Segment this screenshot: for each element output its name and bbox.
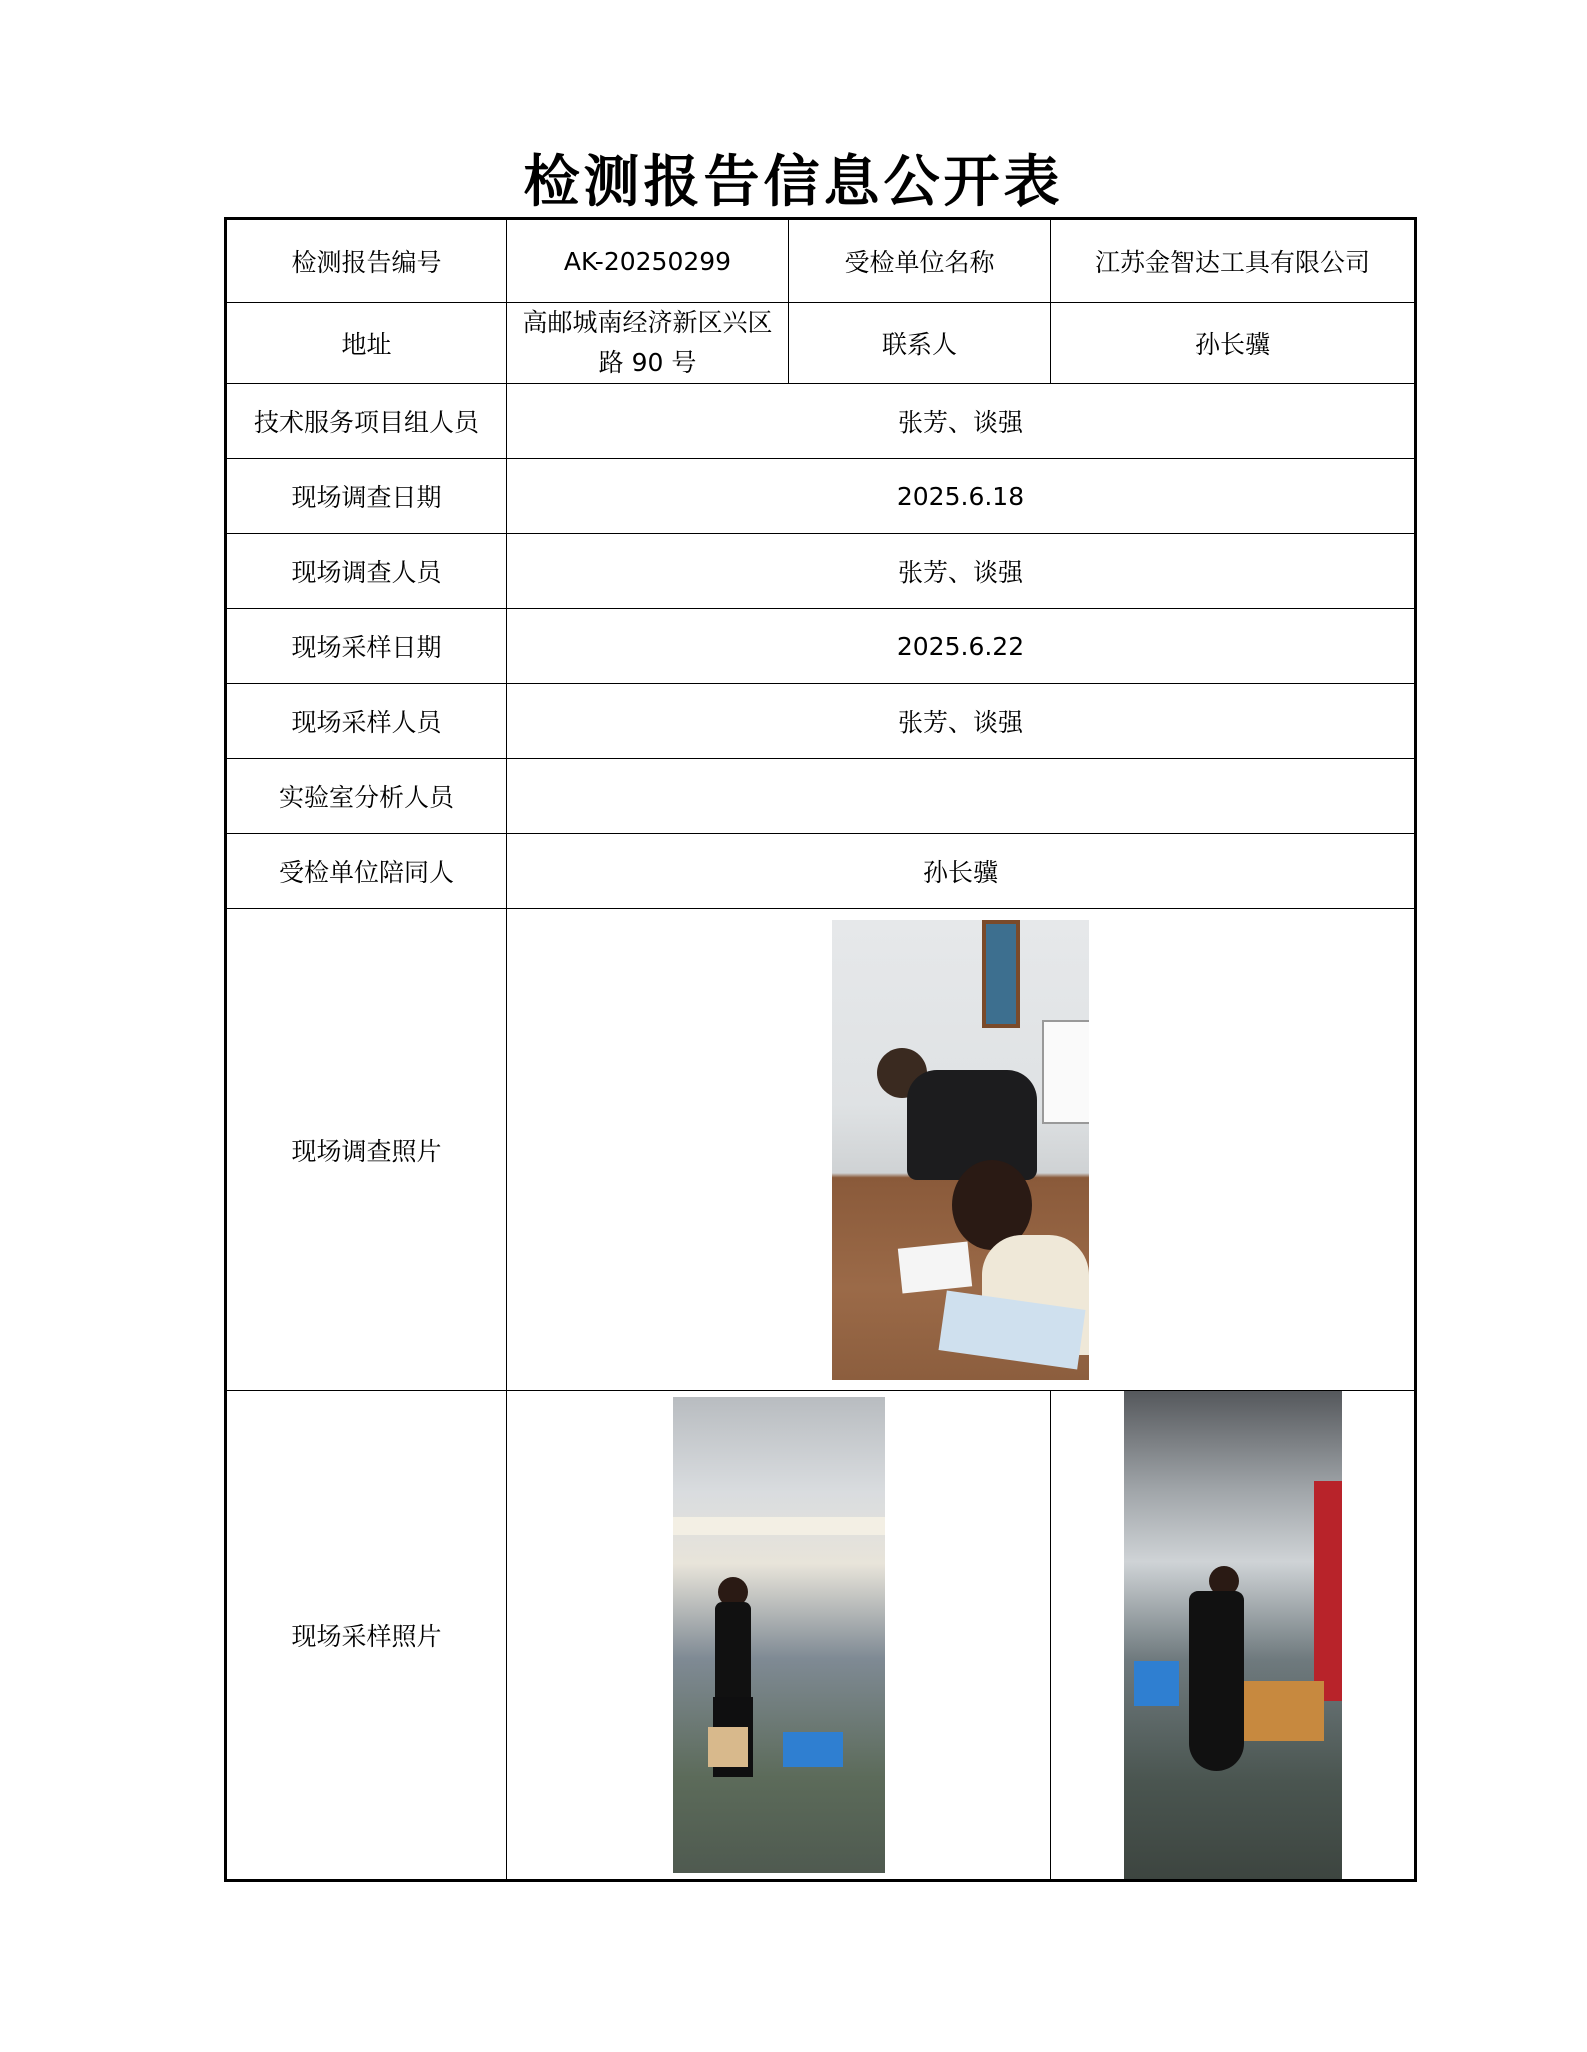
survey-staff-value: 张芳、谈强 (507, 534, 1416, 609)
unit-name-label: 受检单位名称 (789, 219, 1051, 303)
report-no-label: 检测报告编号 (226, 219, 507, 303)
banner-shape (673, 1517, 885, 1535)
survey-photo-label: 现场调查照片 (226, 909, 507, 1391)
sampling-photo-cell-1 (507, 1391, 1051, 1881)
address-value: 高邮城南经济新区兴区路 90 号 (507, 303, 789, 384)
unit-name-value: 江苏金智达工具有限公司 (1051, 219, 1416, 303)
sampling-photo-cell-2 (1051, 1391, 1416, 1881)
sampling-date-value: 2025.6.22 (507, 609, 1416, 684)
red-column-shape (1314, 1481, 1342, 1701)
table-row (226, 684, 1416, 759)
box-shape (708, 1727, 748, 1767)
team-value: 张芳、谈强 (507, 384, 1416, 459)
report-no-value: AK-20250299 (507, 219, 789, 303)
survey-date-value: 2025.6.18 (507, 459, 1416, 534)
table-row (226, 384, 1416, 459)
escort-label: 受检单位陪同人 (226, 834, 507, 909)
table-row (226, 834, 1416, 909)
lab-staff-label: 实验室分析人员 (226, 759, 507, 834)
sampling-date-label: 现场采样日期 (226, 609, 507, 684)
table-row (226, 534, 1416, 609)
table-row (226, 459, 1416, 534)
crate-shape (1134, 1661, 1179, 1706)
lab-staff-value (507, 759, 1416, 834)
window-shape (982, 920, 1020, 1028)
sampling-photo-2 (1124, 1391, 1342, 1879)
table-row (226, 759, 1416, 834)
sampling-photo-1 (673, 1397, 885, 1873)
person-body-shape (907, 1070, 1037, 1180)
table-row (226, 303, 1416, 384)
table-row (226, 609, 1416, 684)
paper-shape (898, 1241, 972, 1293)
workbench-shape (1244, 1681, 1324, 1741)
whiteboard-shape (1042, 1020, 1089, 1124)
table-row (226, 1391, 1416, 1881)
survey-photo-cell (507, 909, 1416, 1391)
escort-value: 孙长骥 (507, 834, 1416, 909)
page-title: 检测报告信息公开表 (523, 149, 1064, 215)
sampling-photo-label: 现场采样照片 (226, 1391, 507, 1881)
report-table (224, 217, 1417, 1882)
team-label: 技术服务项目组人员 (226, 384, 507, 459)
sampling-staff-label: 现场采样人员 (226, 684, 507, 759)
person-dress-shape (1189, 1591, 1244, 1771)
survey-photo (832, 920, 1089, 1380)
survey-staff-label: 现场调查人员 (226, 534, 507, 609)
address-label: 地址 (226, 303, 507, 384)
contact-value: 孙长骥 (1051, 303, 1416, 384)
sampling-staff-value: 张芳、谈强 (507, 684, 1416, 759)
table-row (226, 909, 1416, 1391)
table-row (226, 219, 1416, 303)
contact-label: 联系人 (789, 303, 1051, 384)
crate-shape (783, 1732, 843, 1767)
survey-date-label: 现场调查日期 (226, 459, 507, 534)
